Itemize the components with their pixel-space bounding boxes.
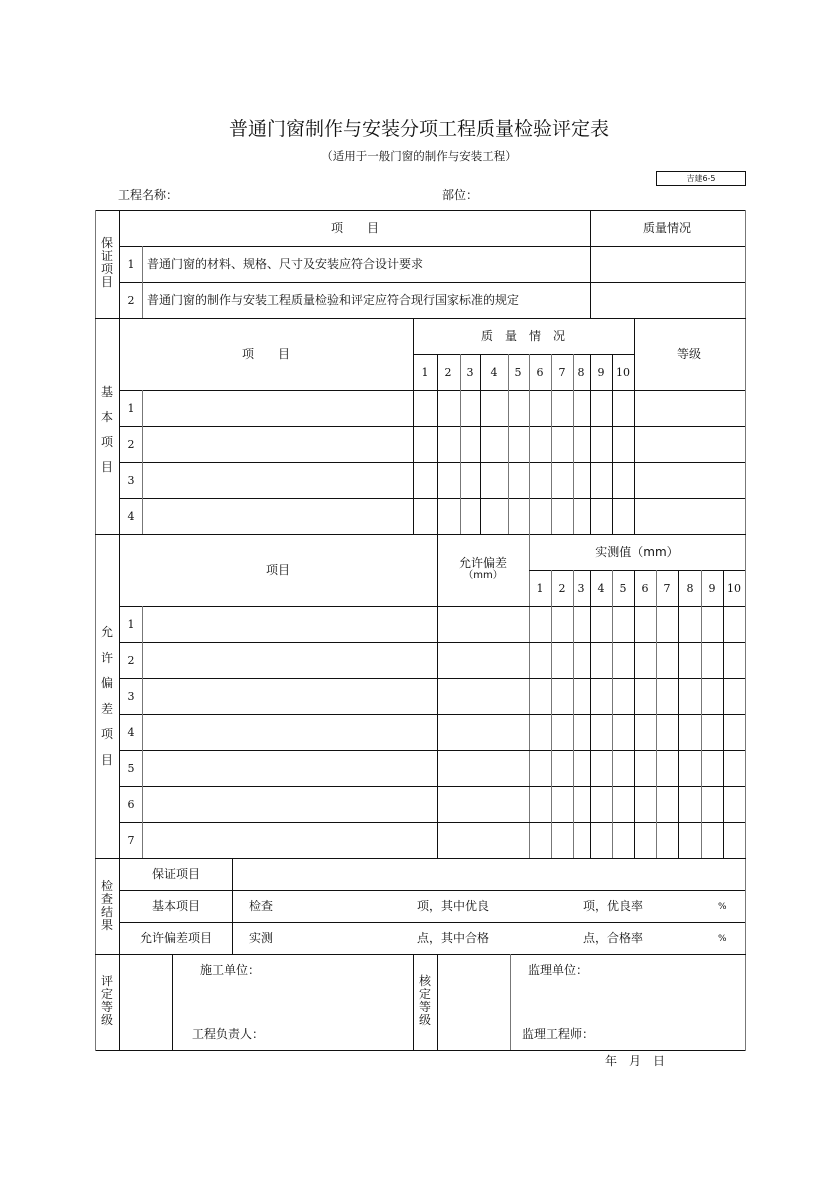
table-rule [95, 210, 96, 1051]
table-rule [119, 390, 745, 391]
table-rule [119, 678, 745, 679]
location-label: 部位： [442, 188, 479, 202]
basic-excellent-rate-label: 项，优良率 [583, 899, 644, 913]
table-rule [413, 354, 634, 355]
table-rule [119, 822, 745, 823]
guarantee-quality-cell[interactable] [591, 247, 744, 281]
form-subtitle: （适用于一般门窗的制作与安装工程） [321, 149, 517, 163]
supervision-engineer-label: 监理工程师： [522, 1027, 595, 1041]
basic-point-header: 8 [577, 366, 585, 379]
table-rule [119, 786, 745, 787]
project-manager-label: 工程负责人： [192, 1027, 265, 1041]
table-rule [95, 1050, 746, 1051]
result-row-label: 保证项目 [151, 867, 201, 881]
result-row-label: 允许偏差项目 [139, 931, 213, 945]
tolerance-col-measured: 实测值（mm） [595, 545, 679, 559]
supervision-unit-label: 监理单位： [528, 963, 589, 977]
table-rule [119, 714, 745, 715]
tolerance-row-no: 5 [127, 762, 135, 775]
basic-point-header: 4 [490, 366, 498, 379]
table-rule [172, 954, 173, 1050]
basic-row-no: 4 [127, 510, 135, 523]
table-rule [95, 954, 746, 955]
evaluation-side-label: 评定等级 [100, 974, 113, 1027]
basic-checked-label: 检查 [249, 899, 274, 913]
table-rule [701, 570, 702, 858]
measured-point-header: 8 [686, 582, 694, 595]
tolerance-row-no: 2 [127, 654, 135, 667]
table-rule [634, 570, 635, 858]
table-rule [119, 462, 745, 463]
table-rule [119, 642, 745, 643]
basic-col-item: 项 目 [241, 347, 291, 361]
measured-point-header: 1 [536, 582, 544, 595]
table-rule [590, 354, 591, 534]
table-rule [437, 534, 438, 858]
basic-excellent-label: 项，其中优良 [417, 899, 490, 913]
guarantee-col-item: 项 目 [330, 221, 380, 235]
table-rule [480, 354, 481, 534]
tolerance-pass-label: 点，其中合格 [417, 931, 490, 945]
tolerance-col-item: 项目 [265, 563, 291, 577]
measured-point-header: 6 [641, 582, 649, 595]
basic-point-header: 3 [466, 366, 474, 379]
table-rule [95, 318, 746, 319]
form-title: 普通门窗制作与安装分项工程质量检验评定表 [228, 118, 610, 140]
guarantee-row-no: 1 [127, 258, 135, 271]
table-rule [119, 890, 745, 891]
tolerance-col-tolerance: 允许偏差 [458, 556, 508, 570]
table-rule [590, 570, 591, 858]
basic-point-header: 1 [421, 366, 429, 379]
basic-side-label: 基本项目 [100, 385, 113, 474]
basic-point-header: 6 [536, 366, 544, 379]
table-rule [508, 354, 509, 534]
tolerance-percent: % [718, 934, 727, 944]
table-rule [142, 246, 143, 318]
table-rule [119, 498, 745, 499]
basic-col-quality: 质 量 情 况 [480, 329, 566, 343]
tolerance-side-label: 允许偏差项目 [100, 625, 113, 767]
project-name-label: 工程名称： [118, 188, 179, 202]
basic-point-header: 9 [597, 366, 605, 379]
table-rule [142, 390, 143, 534]
basic-point-header: 5 [514, 366, 522, 379]
result-row-label: 基本项目 [151, 899, 201, 913]
table-rule [460, 354, 461, 534]
result-side-label: 检查结果 [100, 879, 113, 932]
table-rule [678, 570, 679, 858]
basic-point-header: 7 [558, 366, 566, 379]
table-rule [656, 570, 657, 858]
verify-grade-label: 核定等级 [418, 974, 431, 1027]
table-rule [723, 570, 724, 858]
guarantee-row-text: 普通门窗的材料、规格、尺寸及安装应符合设计要求 [147, 257, 424, 271]
table-rule [437, 954, 438, 1050]
guarantee-row-no: 2 [127, 294, 135, 307]
table-rule [95, 534, 746, 535]
date-label: 年 月 日 [605, 1054, 666, 1068]
table-rule [551, 354, 552, 534]
measured-point-header: 10 [727, 582, 741, 595]
tolerance-row-no: 3 [127, 690, 135, 703]
table-rule [119, 750, 745, 751]
measured-point-header: 7 [663, 582, 671, 595]
table-rule [95, 858, 746, 859]
table-rule [119, 210, 120, 1051]
construction-unit-label: 施工单位： [200, 963, 261, 977]
basic-percent: % [718, 902, 727, 912]
guarantee-quality-cell[interactable] [591, 283, 744, 317]
table-rule [119, 426, 745, 427]
form-code: 吉建6-5 [656, 171, 746, 186]
measured-point-header: 2 [558, 582, 566, 595]
basic-point-header: 10 [616, 366, 630, 379]
measured-point-header: 3 [577, 582, 585, 595]
table-rule [529, 354, 530, 534]
basic-row-no: 2 [127, 438, 135, 451]
guarantee-row-text: 普通门窗的制作与安装工程质量检验和评定应符合现行国家标准的规定 [147, 293, 520, 307]
tolerance-measured-label: 实测 [249, 931, 274, 945]
table-rule [232, 858, 233, 954]
measured-point-header: 5 [619, 582, 627, 595]
basic-point-header: 2 [444, 366, 452, 379]
tolerance-pass-rate-label: 点，合格率 [583, 931, 644, 945]
tolerance-row-no: 4 [127, 726, 135, 739]
table-rule [529, 570, 745, 571]
guarantee-col-quality: 质量情况 [642, 221, 692, 235]
table-rule [437, 354, 438, 534]
table-rule [745, 210, 746, 1051]
measured-point-header: 4 [597, 582, 605, 595]
table-rule [510, 954, 511, 1050]
table-rule [119, 606, 745, 607]
basic-col-grade: 等级 [676, 347, 702, 361]
basic-row-no: 3 [127, 474, 135, 487]
table-rule [529, 534, 530, 858]
table-rule [612, 354, 613, 534]
table-rule [95, 210, 746, 211]
guarantee-side-label: 保证项目 [100, 236, 113, 289]
table-rule [413, 954, 414, 1050]
measured-point-header: 9 [708, 582, 716, 595]
table-rule [573, 570, 574, 858]
table-rule [551, 570, 552, 858]
tolerance-row-no: 1 [127, 618, 135, 631]
table-rule [119, 922, 745, 923]
tolerance-row-no: 7 [127, 834, 135, 847]
basic-row-no: 1 [127, 402, 135, 415]
table-rule [573, 354, 574, 534]
tolerance-row-no: 6 [127, 798, 135, 811]
table-rule [612, 570, 613, 858]
table-rule [142, 606, 143, 858]
tolerance-col-unit: （mm） [463, 570, 503, 581]
